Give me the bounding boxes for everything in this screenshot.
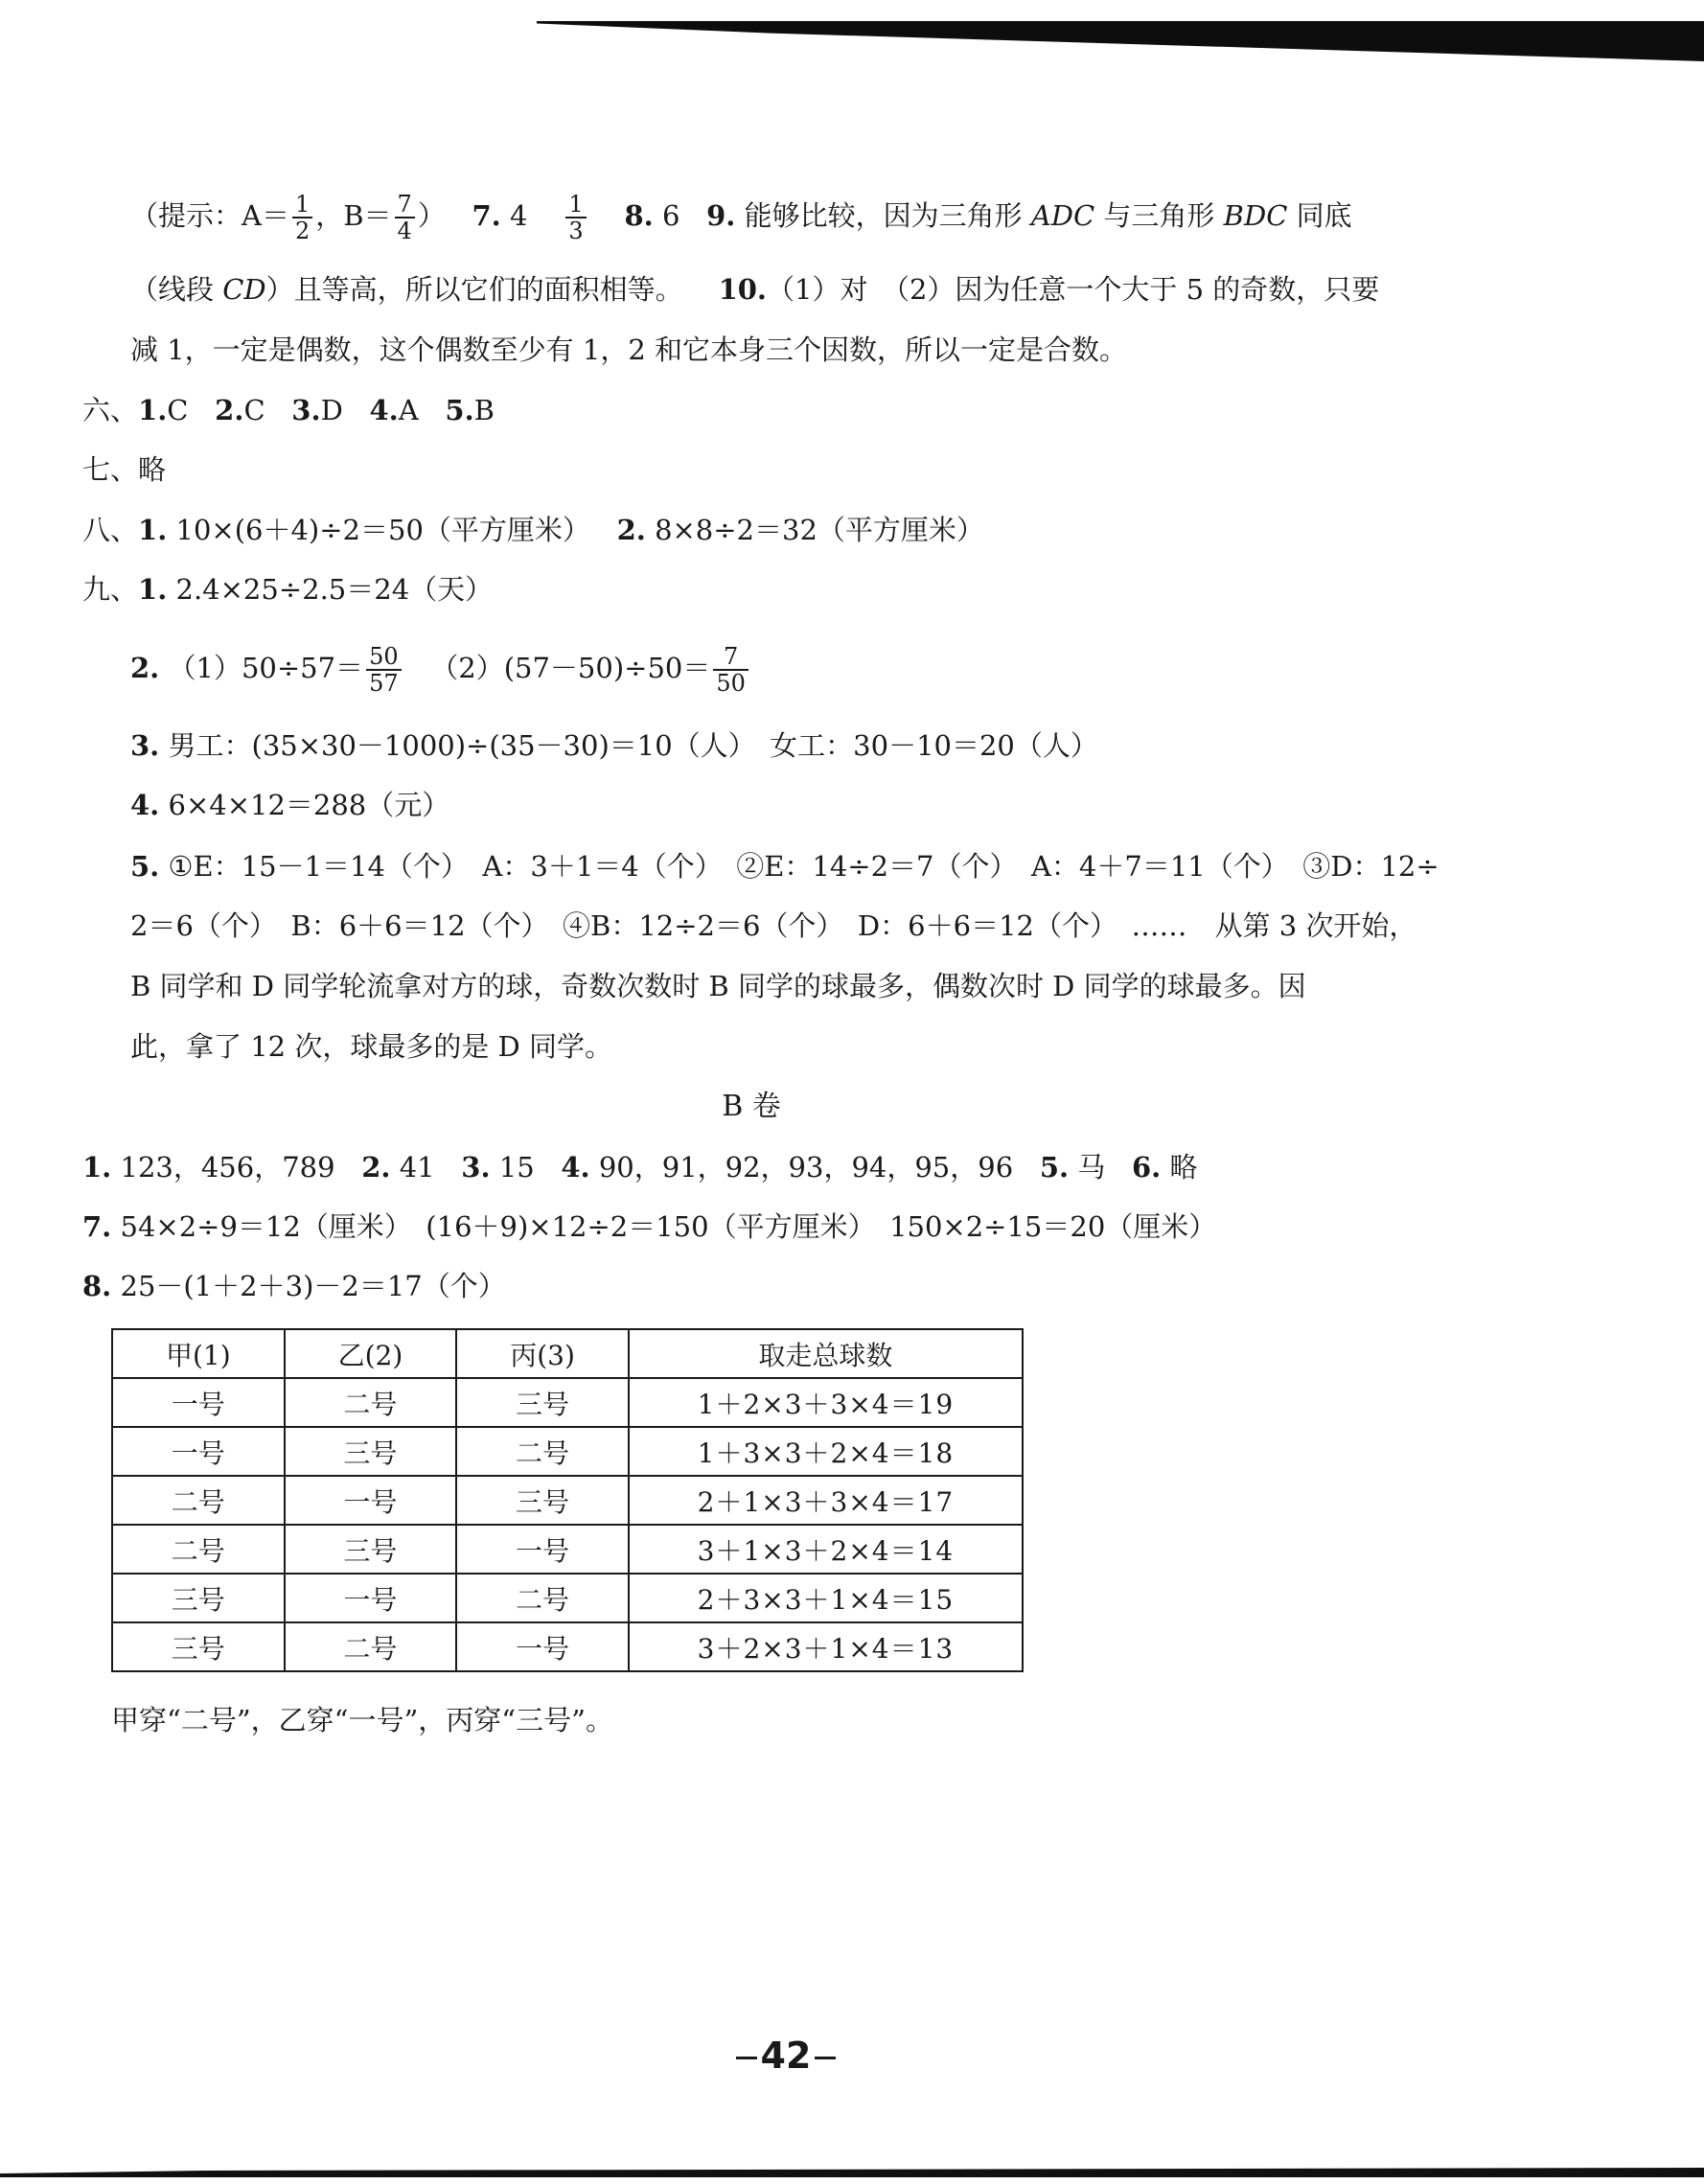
table-cell: 1＋3×3＋2×4＝18 xyxy=(629,1427,1023,1476)
table-cell: 一号 xyxy=(285,1574,457,1622)
top-edge-shadow xyxy=(537,21,1704,61)
table-row xyxy=(112,1622,1023,1671)
table-cell: 二号 xyxy=(456,1574,629,1622)
table-row xyxy=(112,1525,1023,1574)
table-row xyxy=(112,1476,1023,1525)
table-cell: 2＋3×3＋1×4＝15 xyxy=(629,1574,1023,1622)
fraction-7-50: $\frac{7}{50}$ xyxy=(713,644,748,696)
table-cell: 二号 xyxy=(285,1622,457,1671)
answer-line-2: （线段 CD）且等高，所以它们的面积相等。 10.（1）对 （2）因为任意一个大于 5 的奇数，只要 xyxy=(130,273,1380,306)
section-6-answers: 六、1.C 2.C 3.D 4.A 5.B xyxy=(82,394,495,426)
table-cell: 三号 xyxy=(285,1427,457,1476)
table-cell: 一号 xyxy=(456,1622,629,1671)
table-cell: 三号 xyxy=(112,1622,285,1671)
section-9-q3: 3. 男工：(35×30－1000)÷(35－30)＝10（人） 女工：30－10＝20（人） xyxy=(130,729,1098,762)
table-cell: 二号 xyxy=(112,1476,285,1525)
table-cell: 二号 xyxy=(456,1427,629,1476)
table-header-cell: 丙(3) xyxy=(456,1329,629,1378)
bottom-edge-shadow xyxy=(0,2168,1704,2177)
fraction-q7: $\frac{1}{3}$ xyxy=(565,192,586,243)
table-cell: 2＋1×3＋3×4＝17 xyxy=(629,1476,1023,1525)
section-9-q5-line3: B 同学和 D 同学轮流拿对方的球，奇数次数时 B 同学的球最多，偶数次时 D 同学的球最多。因 xyxy=(130,970,1306,1002)
section-b-q7: 7. 54×2÷9＝12（厘米） (16＋9)×12÷2＝150（平方厘米） 150×2÷15＝20（厘米） xyxy=(82,1210,1217,1243)
fraction-a: $\frac{1}{2}$ xyxy=(292,192,312,243)
table-header-cell: 乙(2) xyxy=(285,1329,457,1378)
table-cell: 三号 xyxy=(112,1574,285,1622)
table-header-cell: 取走总球数 xyxy=(629,1329,1023,1378)
page-number-dash-left xyxy=(736,2057,757,2059)
page-number: 42 xyxy=(709,2032,863,2080)
table-cell: 三号 xyxy=(456,1476,629,1525)
table-cell: 二号 xyxy=(112,1525,285,1574)
answer-line-hint: （提示：A＝ $\frac{1}{2}$ ，B＝ $\frac{7}{4}$ ） 7. 4 $\frac{1}{3}$ 8. 6 9. 能够比较，因为三角形 ADC 与三角形 BDC 同底 xyxy=(130,191,1352,244)
section-9-q2: 2. （1）50÷57＝ $\frac{50}{57}$ （2）(57－50)÷50＝ $\frac{7}{50}$ xyxy=(130,644,751,696)
table-cell: 二号 xyxy=(285,1378,457,1427)
table-header-cell: 甲(1) xyxy=(112,1329,285,1378)
table-row xyxy=(112,1378,1023,1427)
section-9-q5-line2: 2＝6（个） B：6＋6＝12（个） ④B：12÷2＝6（个） D：6＋6＝12（个） …… 从第 3 次开始， xyxy=(130,909,1417,942)
page-number-dash-right xyxy=(815,2057,836,2059)
conclusion-text: 甲穿“二号”，乙穿“一号”，丙穿“三号”。 xyxy=(111,1704,613,1736)
table-cell: 三号 xyxy=(285,1525,457,1574)
section-b-heading: B 卷 xyxy=(722,1090,781,1123)
table-cell: 3＋1×3＋2×4＝14 xyxy=(629,1525,1023,1574)
table-header-row xyxy=(112,1329,1023,1378)
section-b-answers-1-6: 1. 123，456，789 2. 41 3. 15 4. 90，91，92，93，94，95，96 5. 马 6. 略 xyxy=(82,1151,1198,1184)
table-cell: 三号 xyxy=(456,1378,629,1427)
section-9-q5-line4: 此，拿了 12 次，球最多的是 D 同学。 xyxy=(130,1030,613,1063)
fraction-b: $\frac{7}{4}$ xyxy=(395,192,415,243)
table-cell: 一号 xyxy=(285,1476,457,1525)
table-cell: 一号 xyxy=(112,1378,285,1427)
table-row xyxy=(112,1427,1023,1476)
section-7-answers: 七、略 xyxy=(82,453,167,486)
table-cell: 一号 xyxy=(456,1525,629,1574)
table-row xyxy=(112,1574,1023,1622)
table-cell: 一号 xyxy=(112,1427,285,1476)
table-cell: 3＋2×3＋1×4＝13 xyxy=(629,1622,1023,1671)
section-9-q1: 九、1. 2.4×25÷2.5＝24（天） xyxy=(82,573,494,606)
section-9-q4: 4. 6×4×12＝288（元） xyxy=(130,789,450,821)
answer-line-3: 减 1，一定是偶数，这个偶数至少有 1，2 和它本身三个因数，所以一定是合数。 xyxy=(130,333,1128,366)
section-8-answers: 八、1. 10×(6＋4)÷2＝50（平方厘米） 2. 8×8÷2＝32（平方厘米） xyxy=(82,514,984,546)
table-cell: 1＋2×3＋3×4＝19 xyxy=(629,1378,1023,1427)
section-b-q8: 8. 25－(1＋2＋3)－2＝17（个） xyxy=(82,1270,506,1302)
ball-count-table xyxy=(111,1328,1024,1672)
section-9-q5-line1: 5. ①E：15－1＝14（个） A：3＋1＝4（个） ②E：14÷2＝7（个） A：4＋7＝11（个） ③D：12÷ xyxy=(130,850,1439,883)
fraction-50-57: $\frac{50}{57}$ xyxy=(366,644,402,696)
